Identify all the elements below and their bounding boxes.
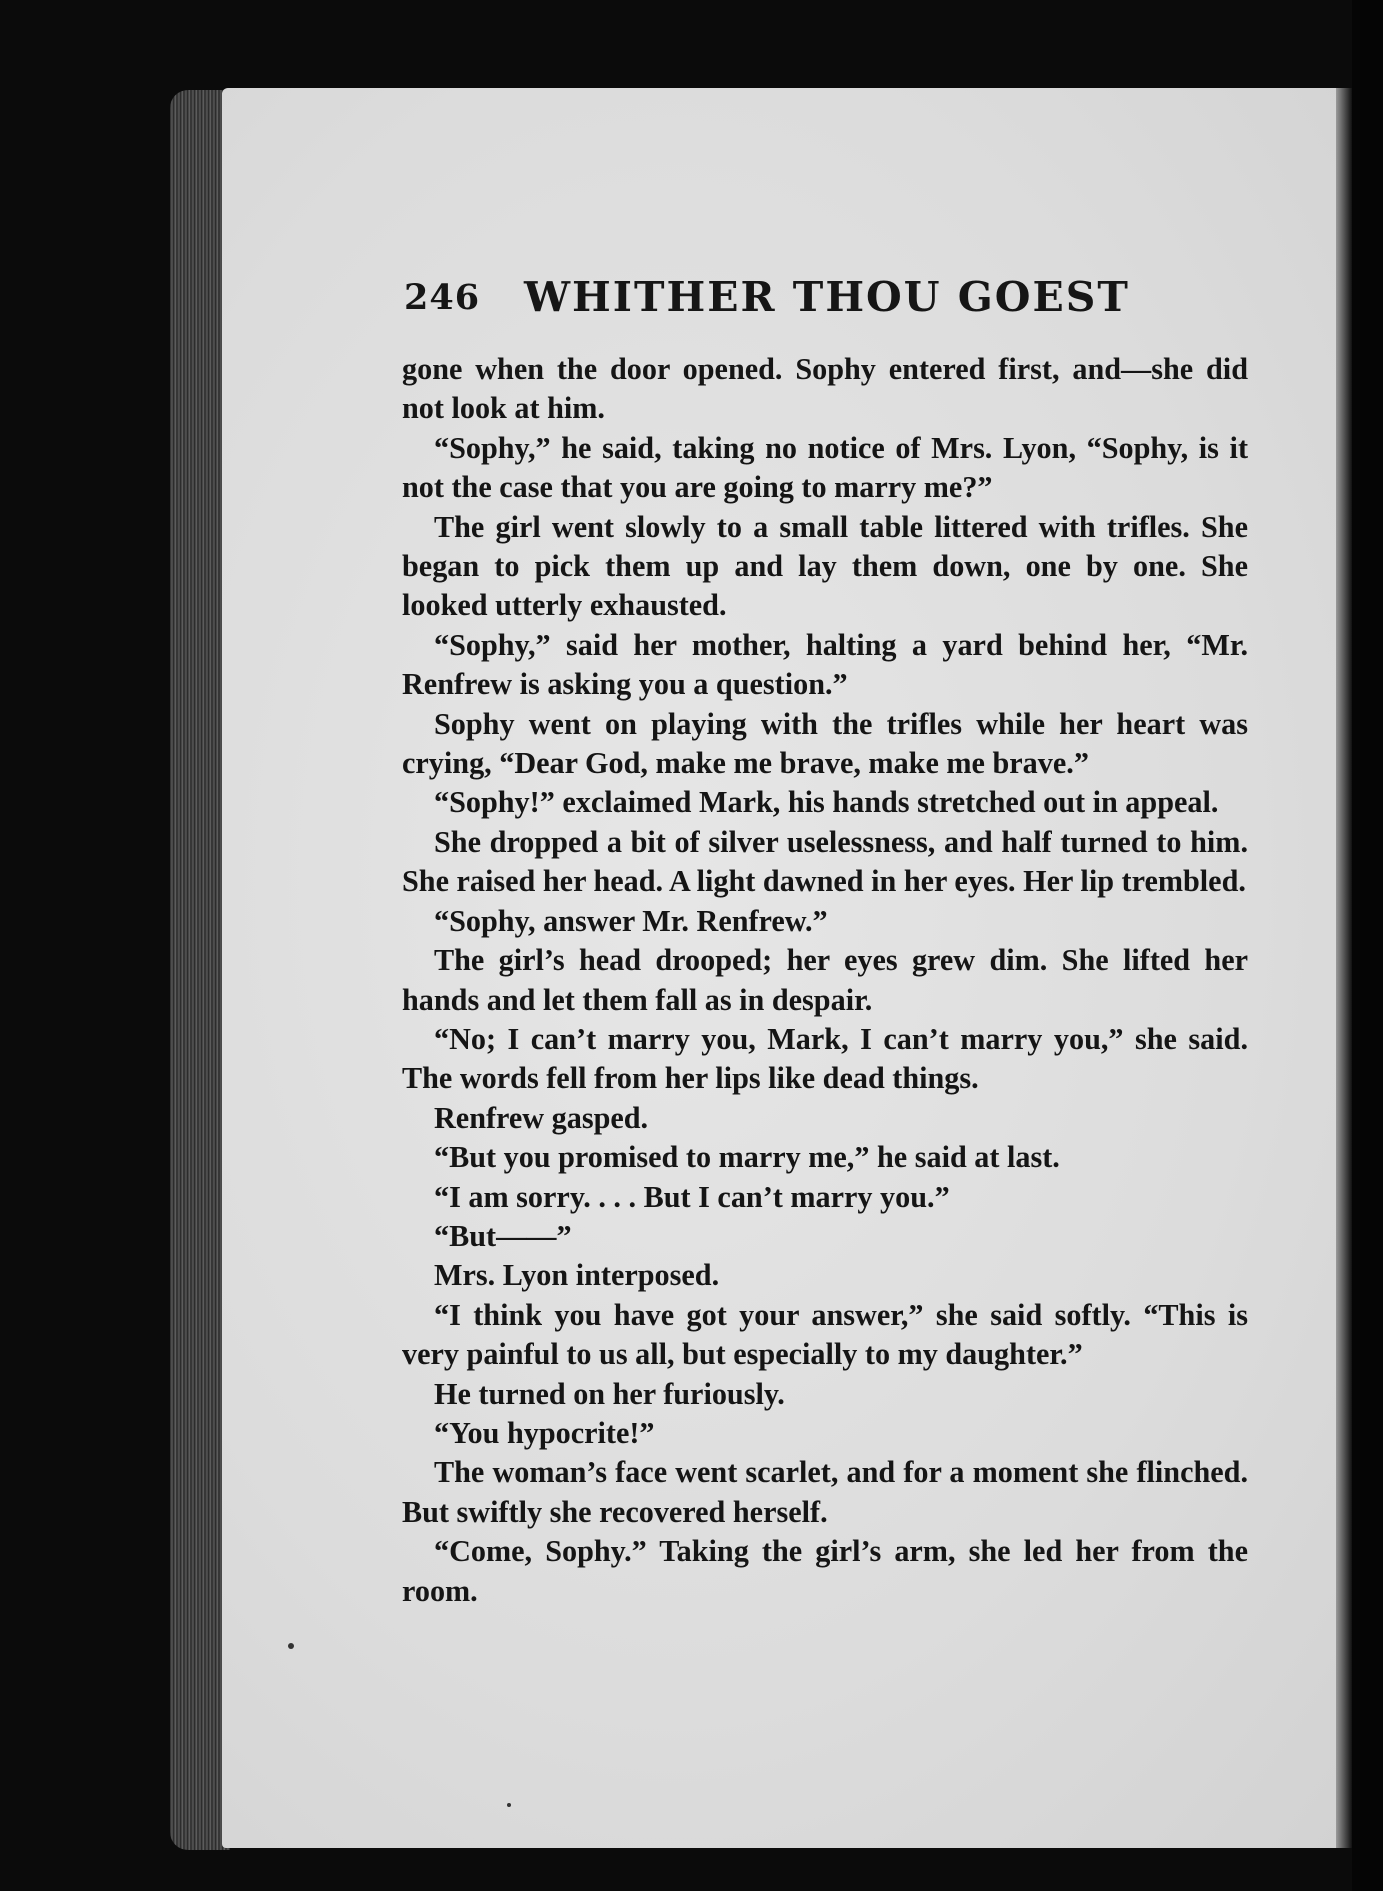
paragraph: “Come, Sophy.” Taking the girl’s arm, she led her from the room. — [402, 1534, 1248, 1608]
paragraph: “No; I can’t marry you, Mark, I can’t marry you,” she said. The words fell from her lips like dead things. — [402, 1021, 1248, 1096]
dust-speck — [507, 1803, 511, 1807]
paragraph: “Sophy,” said her mother, halting a yard behind her, “Mr. Renfrew is asking you a question.” — [402, 627, 1248, 702]
dust-speck — [288, 1643, 294, 1649]
page-number: 246 — [404, 277, 481, 318]
paragraph: The woman’s face went scarlet, and for a moment she flinched. But swiftly she recovered herself. — [402, 1455, 1248, 1529]
paragraph: Renfrew gasped. — [434, 1100, 649, 1135]
paragraph: “But——” — [434, 1218, 572, 1253]
paragraph: The girl went slowly to a small table littered with trifles. She began to pick them up and lay them down, one by one. She looked utterly exhausted. — [402, 509, 1248, 623]
body-text — [402, 350, 1248, 1611]
paragraph: “Sophy,” he said, taking no notice of Mrs. Lyon, “Sophy, is it not the case that you are going to marry me?” — [402, 430, 1248, 505]
paragraph: “You hypocrite!” — [434, 1415, 655, 1450]
paragraph: He turned on her furiously. — [434, 1376, 785, 1411]
scan-background — [1352, 0, 1383, 1891]
paragraph: “I am sorry. . . . But I can’t marry you.” — [434, 1179, 950, 1214]
book-page — [222, 88, 1352, 1848]
paragraph: The girl’s head drooped; her eyes grew dim. She lifted her hands and let them fall as in despair. — [402, 943, 1248, 1017]
paragraph: She dropped a bit of silver uselessness, and half turned to him. She raised her head. A light dawned in her eyes. Her lip trembled. — [402, 824, 1248, 899]
paragraph: “Sophy, answer Mr. Renfrew.” — [434, 903, 828, 938]
page-header — [404, 273, 1204, 323]
paragraph: “Sophy!” exclaimed Mark, his hands stretched out in appeal. — [434, 785, 1219, 820]
paragraph: “I think you have got your answer,” she said softly. “This is very painful to us all, but especially to my daughter.” — [402, 1297, 1248, 1372]
paragraph: “But you promised to marry me,” he said at last. — [434, 1140, 1060, 1175]
book-page-edges — [170, 90, 230, 1850]
book-gutter-shadow — [1336, 88, 1352, 1848]
running-head: WHITHER THOU GOEST — [524, 273, 1130, 321]
paragraph: gone when the door opened. Sophy entered first, and—she did not look at him. — [402, 352, 1248, 426]
paragraph: Sophy went on playing with the trifles while her heart was crying, “Dear God, make me brave, make me brave.” — [402, 706, 1248, 781]
paragraph: Mrs. Lyon interposed. — [434, 1258, 720, 1293]
